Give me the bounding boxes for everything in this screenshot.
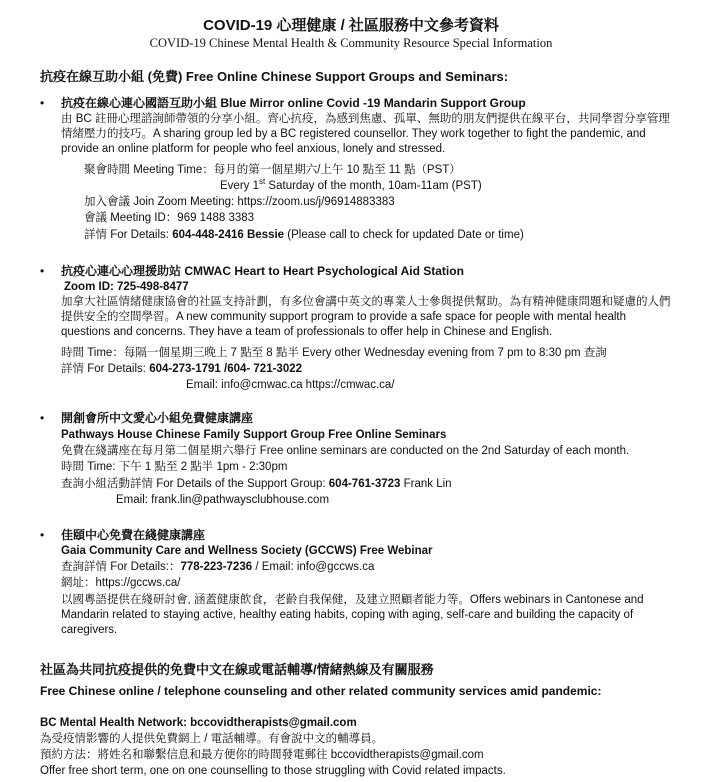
bullet-icon: • [40, 411, 45, 425]
section2-heading-zh: 社區為共同抗疫提供的免費中文在線或電話輔導/情緒熱線及有關服務 [40, 662, 434, 677]
section2-line3: Offer free short term, one on one counselling to those struggling with Covid related impacts. [40, 765, 506, 777]
item1-meeting-id: 會議 Meeting ID：969 1488 3383 [84, 212, 255, 224]
item1-phone: 604-448-2416 Bessie [172, 229, 285, 241]
section2-heading-en: Free Chinese online / telephone counseling and other related community services amid pandemic: [40, 684, 602, 698]
item3-title-zh: 開創會所中文愛心小組免費健康講座 [61, 411, 254, 425]
item1-meeting-time: 聚會時間 Meeting Time：每月的第一個星期六/上午 10 點至 11 點（PST） [84, 164, 461, 176]
item2-phone: 604-273-1791 /604- 721-3022 [149, 363, 303, 375]
item1-meeting-time-en: Every 1st Saturday of the month, 10am-11am (PST) [220, 177, 482, 192]
item2-description: 加拿大社區情緒健康協會的社區支持計劃，有多位會講中英文的專業人士參與提供幫助。為有精神健康問題和疑慮的人們提供安全的空間學習。A new community support program to provide a safe space for people with mental health questions and concerns. They have a team of professionals to offer help in Chinese and English. [61, 296, 671, 339]
item3-title-en: Pathways House Chinese Family Support Group Free Online Seminars [61, 429, 447, 441]
org-line: BC Mental Health Network: bccovidtherapists@gmail.com [40, 717, 357, 729]
item4-phone: 778-223-7236 [180, 561, 253, 573]
page-subtitle: COVID-19 Chinese Mental Health & Community Resource Special Information [149, 36, 553, 50]
item3-phone: 604-761-3723 [328, 478, 401, 490]
item3-email[interactable]: Email: frank.lin@pathwaysclubhouse.com [116, 494, 330, 506]
item2-email[interactable]: Email: info@cmwac.ca https://cmwac.ca/ [186, 379, 395, 391]
item4-description: 以國粵語提供在綫研討會, 涵蓋健康飲食，老齡自我保健，及建立照顧者能力等。Offers webinars in Cantonese and Mandarin related to staying active, healthy eating habits, coping with aging, self-care and building the capacity of caregivers. [61, 594, 644, 637]
section1-heading-zh: 抗疫在線互助小組 (免費) [40, 69, 183, 84]
item1-description: 由 BC 註冊心理諮詢師帶領的分享小組。齊心抗疫，為感到焦慮、孤單、無助的朋友們提供在線平台，共同學習分享管理情緒壓力的技巧。A sharing group led by a BC registered counsellor. They work together to fight the pandemic, and provide an online platform for people who feel anxious, lonely and stressed. [61, 113, 670, 156]
item4-website[interactable]: 網址：https://gccws.ca/ [61, 577, 181, 589]
bullet-icon: • [40, 264, 45, 278]
item4-title-en: Gaia Community Care and Wellness Society (GCCWS) Free Webinar [61, 545, 433, 557]
item4-title-zh: 佳頤中心免費在綫健康講座 [61, 528, 206, 542]
item3-details: 查詢小組活動詳情 For Details of the Support Group: 604-761-3723 Frank Lin [61, 478, 452, 490]
item2-zoom-id: Zoom ID: 725-498-8477 [64, 281, 189, 293]
item1-zoom-link[interactable]: 加入會議 Join Zoom Meeting: https://zoom.us/j/96914883383 [84, 196, 395, 208]
bullet-icon: • [40, 96, 45, 110]
bullet-icon: • [40, 528, 45, 542]
item1-title: 抗疫在線心連心國語互助小組 Blue Mirror online Covid -19 Mandarin Support Group [61, 96, 526, 110]
item2-time: 時間 Time：每隔一個星期三晚上 7 點至 8 點半 Every other Wednesday evening from 7 pm to 8:30 pm 查詢 [61, 347, 607, 359]
item4-details: 查詢詳情 For Details:：778-223-7236 / Email: info@gccws.ca [61, 561, 375, 573]
page-title: COVID-19 心理健康 / 社區服務中文參考資料 [203, 17, 499, 34]
item3-description: 免費在綫講座在每月第二個星期六舉行 Free online seminars are conducted on the 2nd Saturday of each month. [61, 445, 630, 457]
item3-time: 時間 Time: 下午 1 點至 2 點半 1pm - 2:30pm [61, 461, 288, 473]
section1-heading-en: Free Online Chinese Support Groups and Seminars: [185, 69, 509, 84]
section2-line1: 為受疫情影響的人提供免費網上 / 電話輔導。有會說中文的輔導員。 [40, 733, 384, 745]
item2-details: 詳情 For Details: 604-273-1791 /604- 721-3022 [61, 363, 303, 375]
section1-heading [40, 68, 508, 85]
section2-line2: 預約方法：將姓名和聯繫信息和最方便你的時間發電郵往 bccovidtherapists@gmail.com [40, 749, 484, 761]
item2-title: 抗疫心連心心理援助站 CMWAC Heart to Heart Psychological Aid Station [61, 264, 464, 278]
item1-details: 詳情 For Details: 604-448-2416 Bessie (Please call to check for updated Date or time) [84, 229, 524, 241]
